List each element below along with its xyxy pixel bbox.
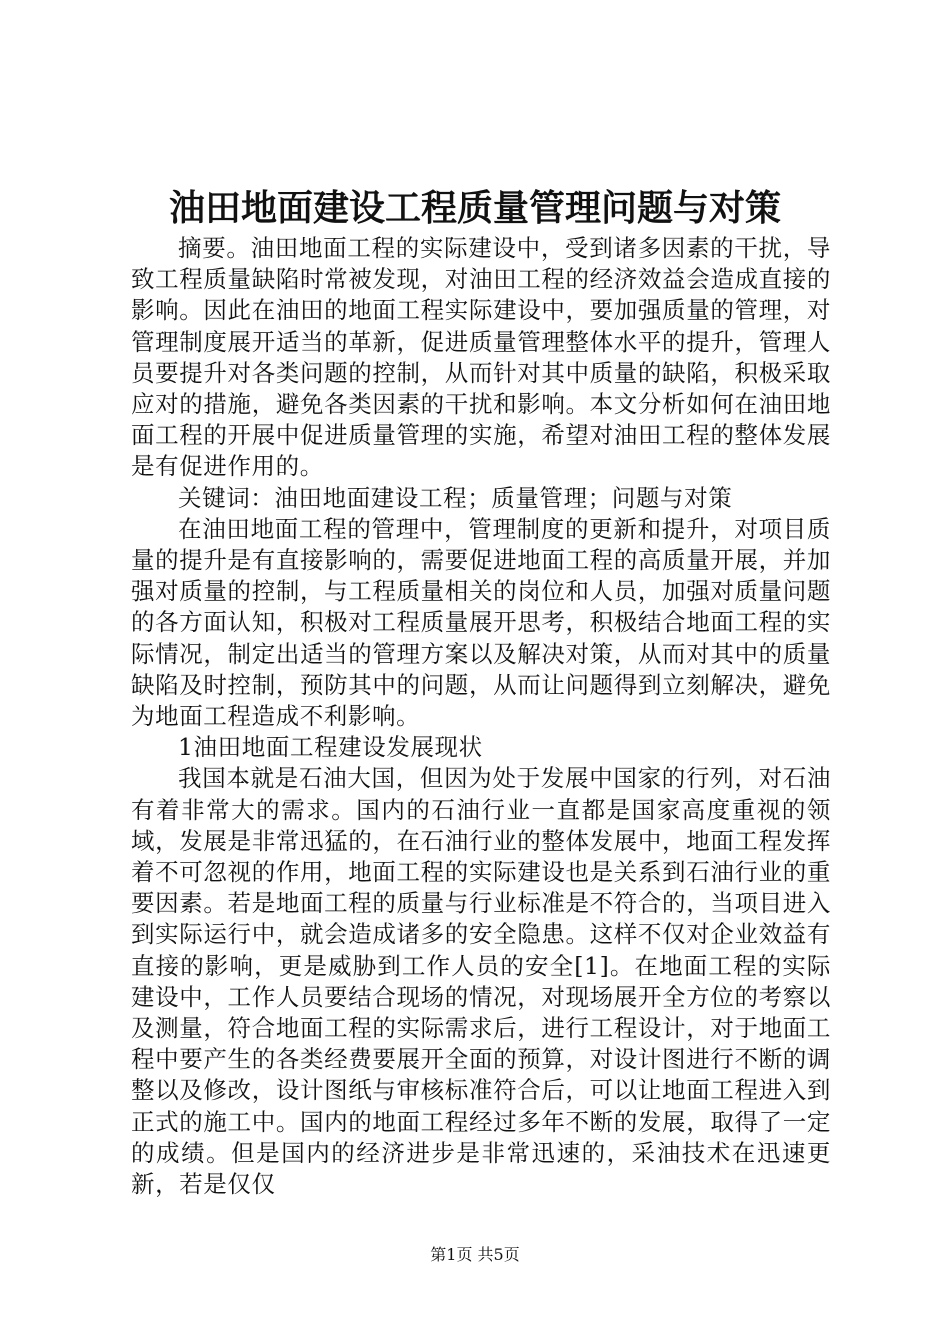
section-heading-1: 1油田地面工程建设发展现状	[178, 733, 483, 762]
abstract-paragraph: 摘要。油田地面工程的实际建设中，受到诸多因素的干扰，导致工程质量缺陷时常被发现，对油田工程的经济效益会造成直接的影响。因此在油田的地面工程实际建设中，要加强质量的管理，对管理制度展开适当的革新，促进质量管理整体水平的提升，管理人员要提升对各类问题的控制，从而针对其中质量的缺陷，积极采取应对的措施，避免各类因素的干扰和影响。本文分析如何在油田地面工程的开展中促进质量管理的实施，希望对油田工程的整体发展是有促进作用的。	[131, 234, 831, 481]
section-1-paragraph: 我国本就是石油大国，但因为处于发展中国家的行列，对石油有着非常大的需求。国内的石油行业一直都是国家高度重视的领域，发展是非常迅猛的，在石油行业的整体发展中，地面工程发挥着不可忽视的作用，地面工程的实际建设也是关系到石油行业的重要因素。若是地面工程的质量与行业标准是不符合的，当项目进入到实际运行中，就会造成诸多的安全隐患。这样不仅对企业效益有直接的影响，更是威胁到工作人员的安全[1]。在地面工程的实际建设中，工作人员要结合现场的情况，对现场展开全方位的考察以及测量，符合地面工程的实际需求后，进行工程设计，对于地面工程中要产生的各类经费要展开全面的预算，对设计图进行不断的调整以及修改，设计图纸与审核标准符合后，可以让地面工程进入到正式的施工中。国内的地面工程经过多年不断的发展，取得了一定的成绩。但是国内的经济进步是非常迅速的，采油技术在迅速更新，若是仅仅	[131, 764, 831, 1199]
intro-paragraph: 在油田地面工程的管理中，管理制度的更新和提升，对项目质量的提升是有直接影响的，需要促进地面工程的高质量开展，并加强对质量的控制，与工程质量相关的岗位和人员，加强对质量问题的各方面认知，积极对工程质量展开思考，积极结合地面工程的实际情况，制定出适当的管理方案以及解决对策，从而对其中的质量缺陷及时控制，预防其中的问题，从而让问题得到立刻解决，避免为地面工程造成不利影响。	[131, 514, 831, 731]
keywords-paragraph: 关键词：油田地面建设工程；质量管理；问题与对策	[178, 483, 733, 512]
document-body	[131, 233, 831, 1200]
page-footer: 第1页 共5页	[430, 1245, 520, 1264]
document-title: 油田地面建设工程质量管理问题与对策	[168, 187, 781, 229]
